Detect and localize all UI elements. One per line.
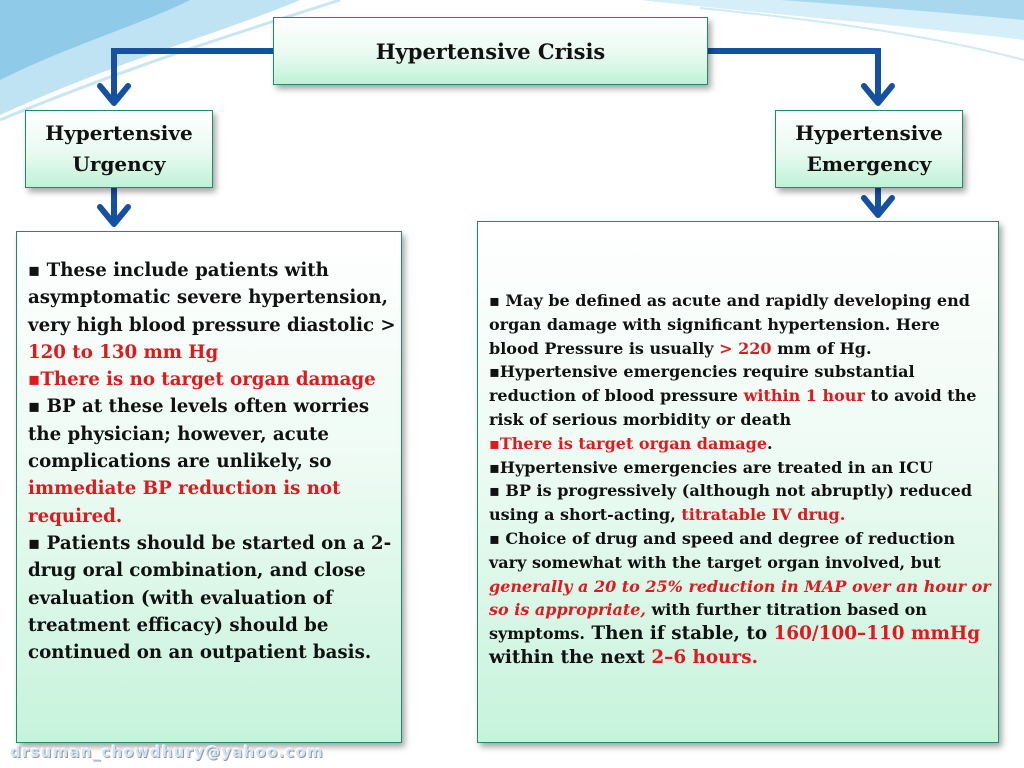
emergency-heading bbox=[795, 118, 942, 180]
emergency-bullet-1: ▪ May be defined as acute and rapidly developing end organ damage with significant hypertension. Here blood Pressure is usually > 220 mm of Hg. bbox=[489, 291, 970, 358]
urgency-bullet-4: ▪ Patients should be started on a 2-drug oral combination, and close evaluation (with evaluation of treatment efficacy) should be continued on an outpatient basis. bbox=[28, 532, 392, 664]
urgency-bullet-list bbox=[28, 257, 398, 666]
urgency-heading-line2: Urgency bbox=[72, 152, 166, 176]
bullet-icon: ▪ bbox=[28, 532, 41, 554]
emergency-bullet-2: ▪Hypertensive emergencies require substantial reduction of blood pressure within 1 hour to avoid the risk of serious morbidity or death bbox=[489, 362, 977, 429]
bullet-icon: ▪ bbox=[489, 528, 500, 548]
bullet-icon: ▪ bbox=[489, 433, 500, 453]
bullet-icon: ▪ bbox=[489, 481, 500, 501]
urgency-bullet-3: ▪ BP at these levels often worries the physician; however, acute complications are unlikely, so immediate BP reduction is not required. bbox=[28, 396, 370, 527]
emergency-details-panel bbox=[477, 221, 999, 743]
emergency-bullet-6: ▪ Choice of drug and speed and degree of reduction vary somewhat with the target organ involved, but generally a 20 to 25% reduction in MAP over an hour or so is appropriate, with further titration based on symptoms. Then if stable, to 160/100–110 mmHg within the next 2–6 hours. bbox=[489, 528, 991, 668]
bullet-icon: ▪ bbox=[28, 369, 41, 391]
urgency-heading-line1: Hypertensive bbox=[45, 121, 193, 145]
urgency-heading bbox=[45, 118, 192, 180]
urgency-bullet-1: ▪ These include patients with asymptomatic severe hypertension, very high blood pressure diastolic > 120 to 130 mm Hg bbox=[28, 260, 396, 363]
bullet-icon: ▪ bbox=[28, 396, 41, 418]
bullet-icon: ▪ bbox=[489, 457, 500, 477]
bullet-icon: ▪ bbox=[489, 362, 500, 382]
emergency-bullet-3: ▪There is target organ damage. bbox=[489, 433, 773, 453]
author-email-watermark: drsuman_chowdhury@yahoo.com bbox=[10, 743, 324, 761]
emergency-heading-line1: Hypertensive bbox=[795, 121, 943, 145]
emergency-heading-line2: Emergency bbox=[806, 152, 932, 176]
hypertensive-emergency-box bbox=[775, 110, 963, 188]
bullet-icon: ▪ bbox=[489, 291, 500, 310]
emergency-bullet-4: ▪Hypertensive emergencies are treated in an ICU bbox=[489, 457, 933, 477]
emergency-bullet-list bbox=[489, 289, 994, 670]
urgency-bullet-2: ▪There is no target organ damage bbox=[28, 369, 376, 391]
urgency-details-panel bbox=[16, 231, 402, 743]
bp-threshold: 120 to 130 mm Hg bbox=[28, 341, 219, 363]
bullet-icon: ▪ bbox=[28, 260, 41, 281]
hypertensive-urgency-box bbox=[25, 110, 213, 188]
emergency-bullet-5: ▪ BP is progressively (although not abruptly) reduced using a short-acting, titratable IV drug. bbox=[489, 481, 973, 525]
hypertensive-crisis-title bbox=[273, 17, 708, 85]
title-text: Hypertensive Crisis bbox=[375, 38, 606, 64]
